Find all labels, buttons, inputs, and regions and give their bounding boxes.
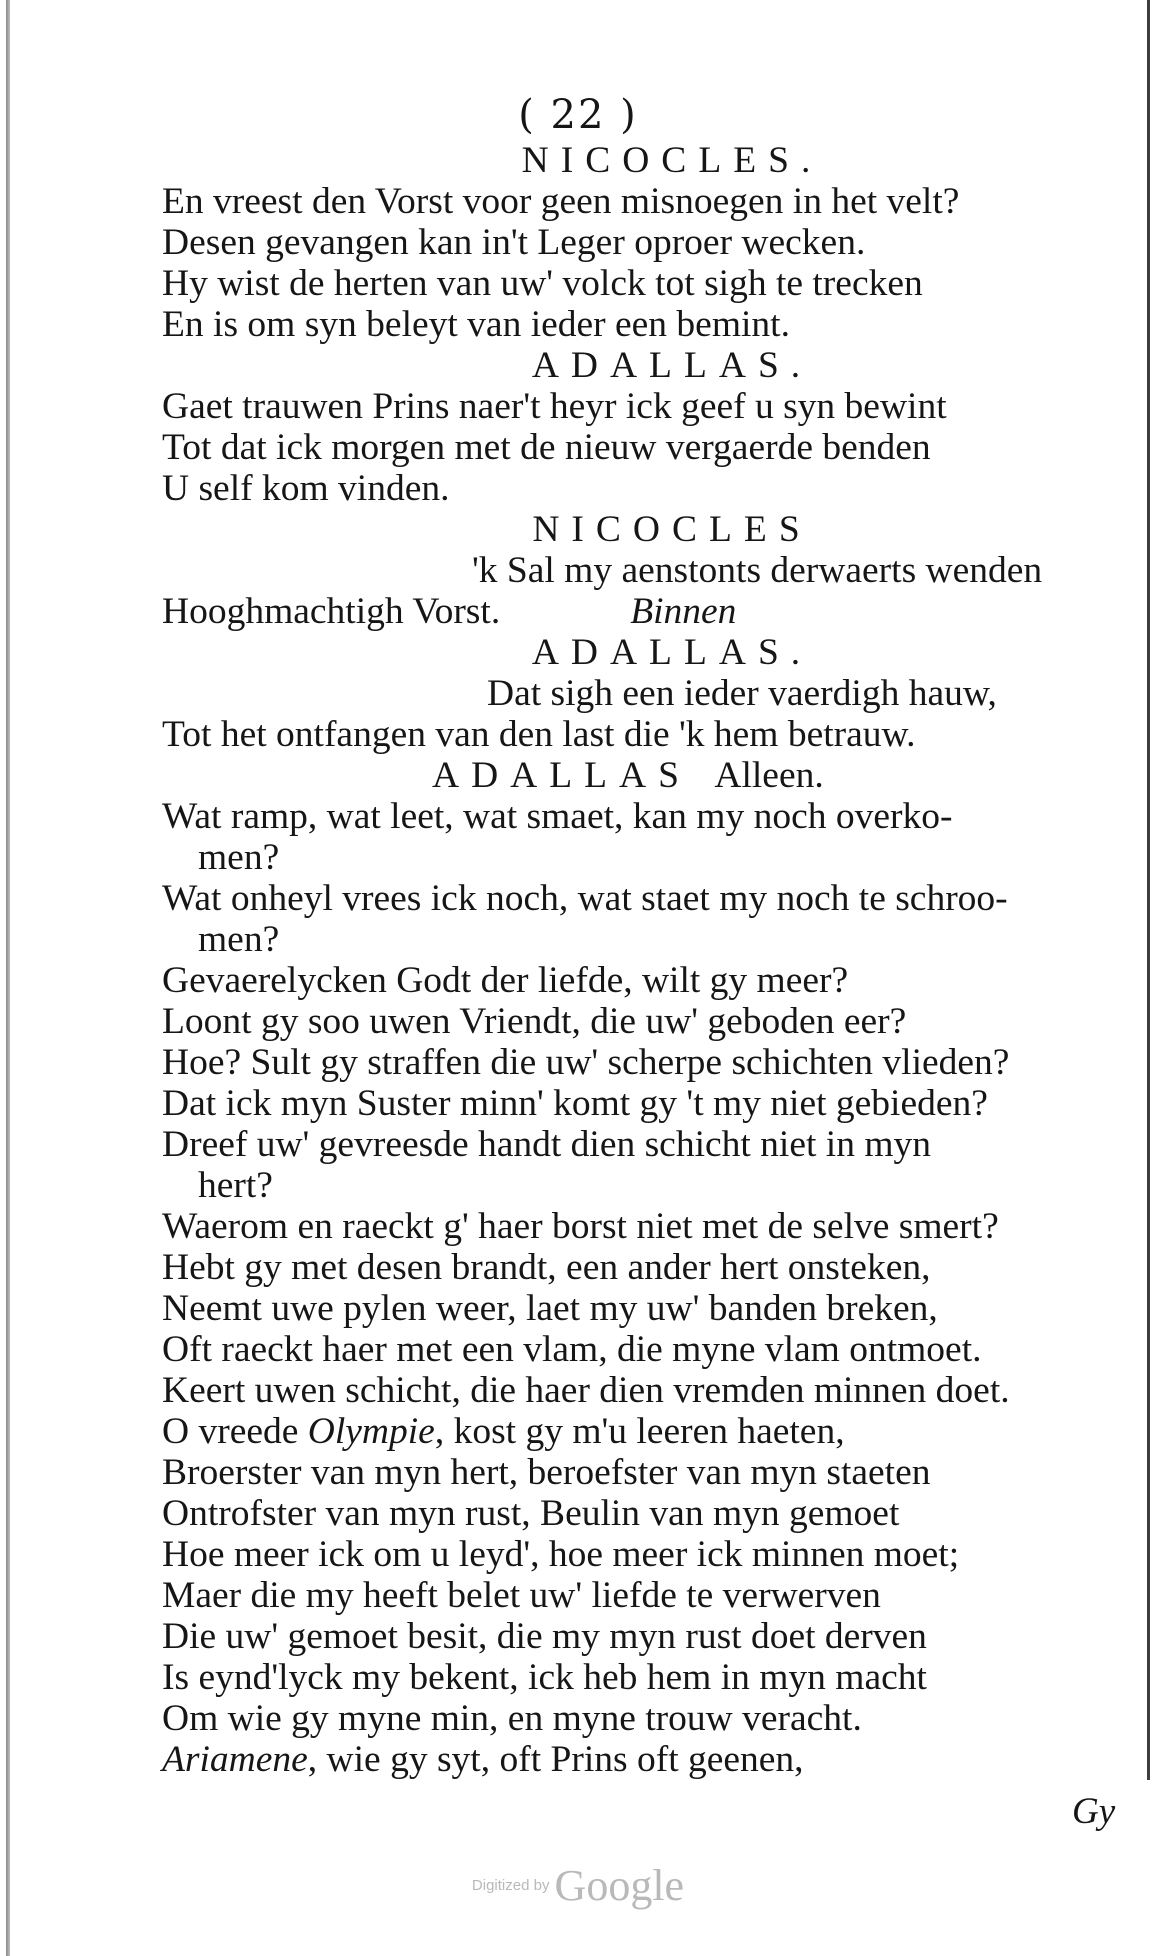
page-number: ( 22 ) xyxy=(518,92,638,138)
verse-line: Hebt gy met desen brandt, een ander hert onsteken, xyxy=(162,1247,931,1288)
verse-line-continuation: men? xyxy=(198,919,280,960)
stage-direction: Alleen. xyxy=(714,755,824,796)
speaker-heading: ADALLAS. xyxy=(531,345,813,386)
speaker-heading: NICOCLES xyxy=(532,509,812,550)
verse-line: Oft raeckt haer met een vlam, die myne vlam ontmoet. xyxy=(162,1329,982,1370)
verse-line: Gevaerelycken Godt der liefde, wilt gy meer? xyxy=(162,960,849,1001)
verse-line: Maer die my heeft belet uw' liefde te verwerven xyxy=(162,1575,881,1616)
digitized-brand: Google xyxy=(554,1861,685,1910)
page-edge-left xyxy=(6,0,10,1956)
verse-line: En is om syn beleyt van ieder een bemint. xyxy=(162,304,790,345)
verse-line: Dat ick myn Suster minn' komt gy 't my niet gebieden? xyxy=(162,1083,988,1124)
character-name: Olympie xyxy=(307,1411,435,1452)
verse-line: Die uw' gemoet besit, die my myn rust doet derven xyxy=(162,1616,927,1657)
verse-line: Waerom en raeckt g' haer borst niet met de selve smert? xyxy=(162,1206,999,1247)
verse-line: Hy wist de herten van uw' volck tot sigh te trecken xyxy=(162,263,923,304)
verse-line: Tot dat ick morgen met de nieuw vergaerde benden xyxy=(162,427,931,468)
speaker-heading: NICOCLES. xyxy=(521,140,823,181)
verse-text-span: , kost gy m'u leeren haeten, xyxy=(434,1411,845,1452)
speaker-heading: ADALLAS. xyxy=(531,632,813,673)
stage-direction: Binnen xyxy=(630,591,737,632)
verse-line: Tot het ontfangen van den last die 'k hem betrauw. xyxy=(162,714,916,755)
verse-line: Is eynd'lyck my bekent, ick heb hem in myn macht xyxy=(162,1657,927,1698)
verse-line: Wat ramp, wat leet, wat smaet, kan my noch overko- xyxy=(162,796,953,837)
verse-line: Loont gy soo uwen Vriendt, die uw' geboden eer? xyxy=(162,1001,907,1042)
verse-line: Dat sigh een ieder vaerdigh hauw, xyxy=(487,673,997,714)
verse-line xyxy=(162,591,1122,632)
verse-line: Desen gevangen kan in't Leger oproer wecken. xyxy=(162,222,866,263)
character-name: Ariamene xyxy=(162,1739,308,1780)
digitized-watermark xyxy=(0,1860,1156,1911)
verse-line: Gaet trauwen Prins naer't heyr ick geef u syn bewint xyxy=(162,386,947,427)
page-edge-right xyxy=(1147,0,1150,1780)
verse-text-span: , wie gy syt, oft Prins oft geenen, xyxy=(307,1739,804,1780)
verse-line: En vreest den Vorst voor geen misnoegen in het velt? xyxy=(162,181,960,222)
verse-line-continuation: men? xyxy=(198,837,280,878)
verse-line: Ontrofster van myn rust, Beulin van myn gemoet xyxy=(162,1493,900,1534)
verse-text xyxy=(162,140,1122,1780)
speaker-heading xyxy=(162,755,1122,796)
digitized-prefix: Digitized by xyxy=(471,1877,550,1894)
catchword: Gy xyxy=(1072,1791,1116,1832)
verse-line: Om wie gy myne min, en myne trouw veracht. xyxy=(162,1698,862,1739)
verse-line: Hoe meer ick om u leyd', hoe meer ick minnen moet; xyxy=(162,1534,960,1575)
verse-line: Hoe? Sult gy straffen die uw' scherpe schichten vlieden? xyxy=(162,1042,1010,1083)
verse-line: Keert uwen schicht, die haer dien vremden minnen doet. xyxy=(162,1370,1010,1411)
verse-line: Dreef uw' gevreesde handt dien schicht niet in myn xyxy=(162,1124,932,1165)
verse-text-span: O vreede xyxy=(162,1411,308,1452)
verse-line-continuation: hert? xyxy=(198,1165,273,1206)
speaker-name: ADALLAS xyxy=(432,755,691,796)
verse-line: 'k Sal my aenstonts derwaerts wenden xyxy=(472,550,1043,591)
verse-line: Broerster van myn hert, beroefster van myn staeten xyxy=(162,1452,931,1493)
verse-line: Wat onheyl vrees ick noch, wat staet my noch te schroo- xyxy=(162,878,1008,919)
verse-text-span: Hooghmachtigh Vorst. xyxy=(162,591,501,632)
verse-line xyxy=(162,1739,1122,1780)
verse-line: Neemt uwe pylen weer, laet my uw' banden breken, xyxy=(162,1288,938,1329)
verse-line xyxy=(162,1411,1122,1452)
verse-line: U self kom vinden. xyxy=(162,468,450,509)
